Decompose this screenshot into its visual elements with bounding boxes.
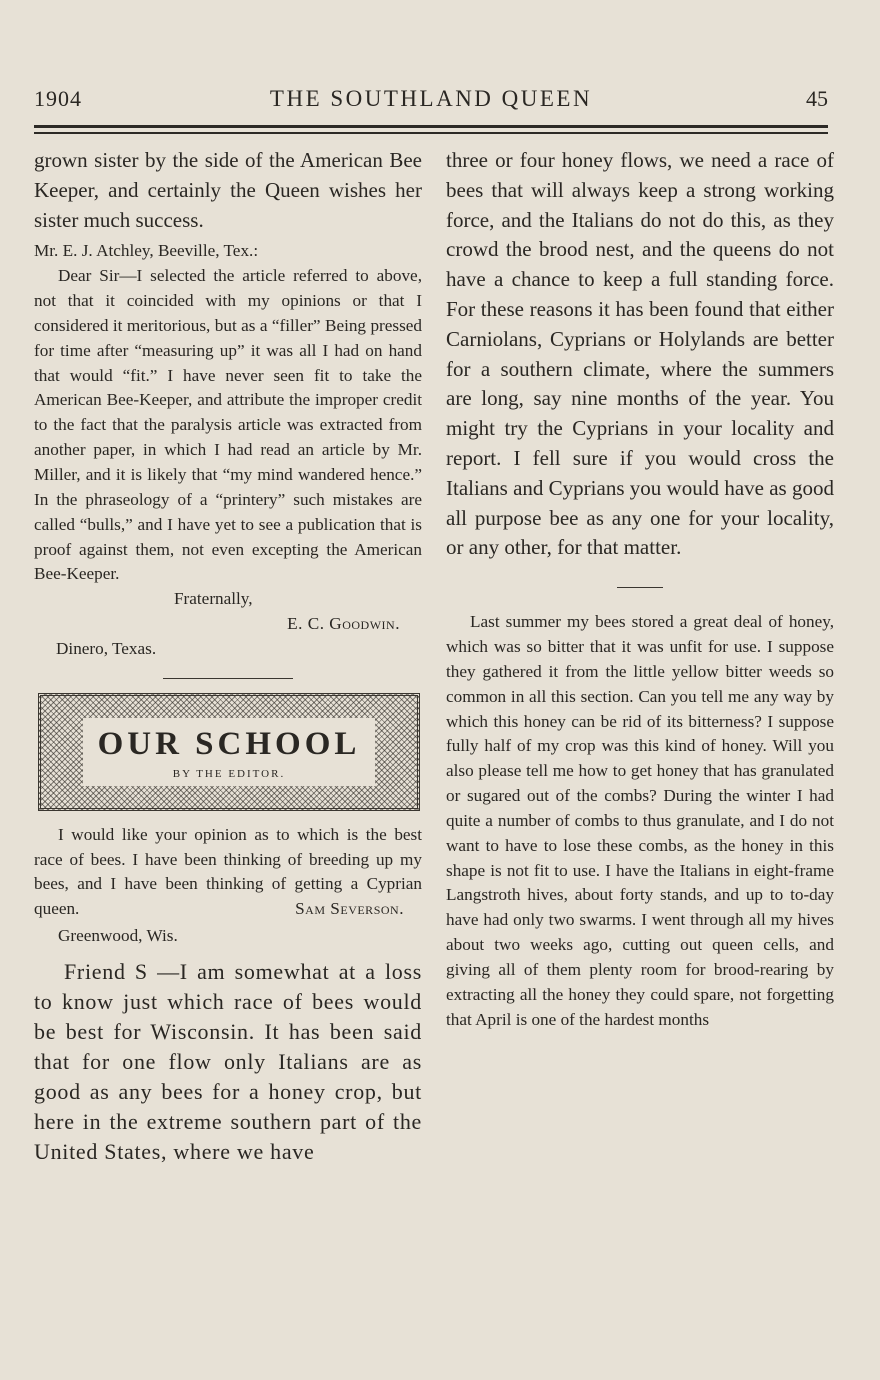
question-place: Greenwood, Wis. [58,925,178,945]
running-header [34,86,828,120]
left-column [34,146,422,1167]
letter-place: Dinero, Texas. [56,638,157,658]
letter-closing: Fraternally, [174,589,253,609]
header-rule-thin [34,132,828,134]
question-signature: Sam Severson. [295,899,404,919]
short-divider [617,587,663,588]
banner-byline: BY THE EDITOR. [172,767,286,780]
right-column [446,146,834,1033]
header-year: 1904 [34,86,82,111]
letter-address: Mr. E. J. Atchley, Beeville, Tex.: [34,241,259,261]
page-number: 45 [806,86,828,111]
answer-continued: three or four honey flows, we need a race of bees that will always keep a strong working force, and the Italians do not do this, as they crowd the brood nest, and the queens do not have a chance to keep a full standing force. For these reasons it has been found that either Carniolans, Cyprians or Holylands are better for a southern climate, where the summers are long, say nine months of the year. You might try the Cyprians in your locality and report. I fell sure if you would cross the Italians and Cyprians you would have as good all purpose bee as any one for your locality, or any other, for that matter. [446,148,834,560]
header-title: THE SOUTHLAND QUEEN [269,86,593,111]
section-divider [163,678,293,679]
letter-signature: E. C. Goodwin. [287,614,400,634]
continued-paragraph: grown sister by the side of the American Bee Keeper, and certainly the Queen wishes her sister much success. [34,148,422,232]
banner-panel [83,718,375,786]
letter-body: Dear Sir—I selected the article referred to above, not that it coincided with my opinions or that I considered it meritorious, but as a “filler” Being pressed for time after “measuring up” it was all I had on hand that would “fit.” I have never seen fit to take the American Bee-Keeper, and attribute the improper credit to the fact that the paralysis article was extracted from another paper, in which I had read an article by Mr. Miller, and it is likely that “my mind wandered hence.” In the phraseology of a “printery” such mistakes are called “bulls,” and I have yet to see a publication that is proof against them, not even excepting the American Bee-Keeper. [34,266,422,584]
second-question: Last summer my bees stored a great deal of honey, which was so bitter that it was unfit for use. I suppose they gathered it from the little yellow bitter weeds so common in all this section. Can you tell me any way by which this honey can be rid of its bitterness? I suppose fully half of my crop was this kind of honey. Will you also please tell me how to get honey that has granulated or sugared out of the combs? During the winter I had quite a number of combs to thus granulate, and I do not want to have to lose these combs, as the honey in this shape is not fit to use. I have the Italians in eight-frame Langstroth hives, about forty stands, and up to to-day have had only two swarms. I went through all my hives about two weeks ago, cutting out queen cells, and giving all of them plenty room for brood-rearing by extracting all the honey they could spare, not forgetting that April is one of the hardest months [446,612,834,1029]
our-school-banner [38,693,420,811]
question-text: I would like your opinion as to which is the best race of bees. I have been thinking of breeding up my bees, and I have been thinking of getting a Cyprian queen. [34,824,422,919]
answer-text: Friend S —I am somewhat at a loss to know just which race of bees would be best for Wisconsin. It has been said that for one flow only Italians are as good as any bees for a honey crop, but here in the extreme southern part of the United States, where we have [34,958,422,1164]
header-rule-thick [34,125,828,128]
banner-title: OUR SCHOOL [97,725,361,762]
